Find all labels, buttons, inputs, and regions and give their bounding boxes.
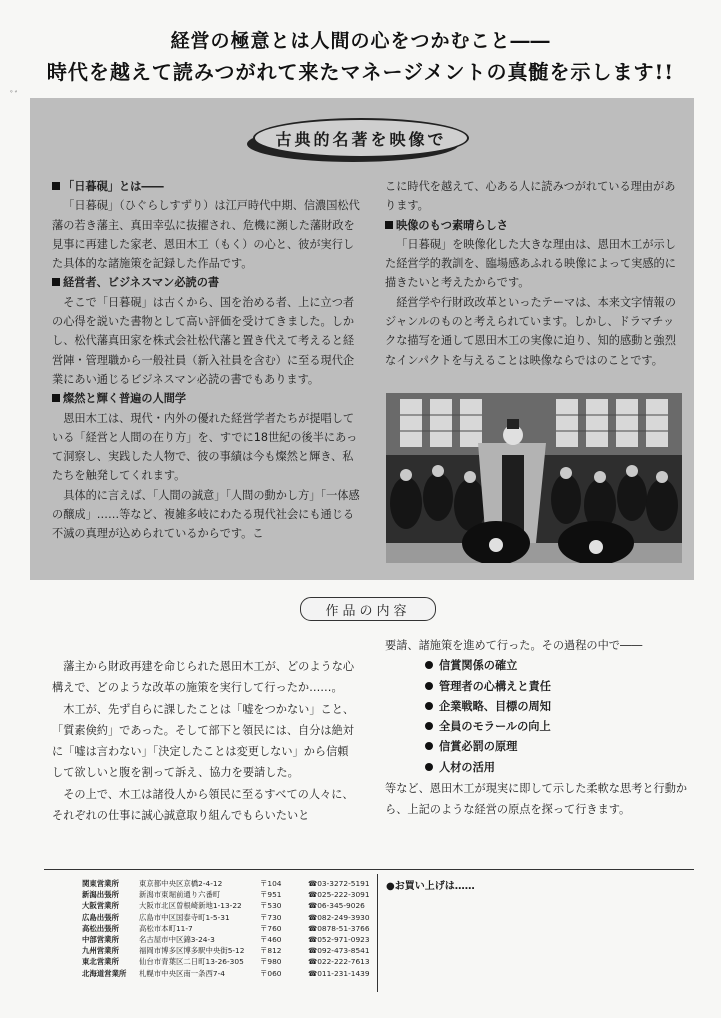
paragraph: 藩主から財政再建を命じられた恩田木工が、どのような心構えで、どのような改革の施策を実行して行ったか……。	[52, 660, 355, 695]
dot-bullet-icon	[425, 702, 433, 710]
decorative-mark: ﾟﾞ	[10, 91, 20, 101]
dot-bullet-icon	[425, 742, 433, 750]
paragraph: 「日暮硯」を映像化した大きな理由は、恩田木工が示した経営学的教訓を、臨場感あふれる映像によって実感的に描きたいと考えたからです。	[385, 237, 676, 290]
list-item: 人材の活用	[425, 758, 695, 778]
section-heading: 経営者、ビジネスマン必読の書	[52, 273, 364, 292]
dot-bullet-icon	[425, 722, 433, 730]
paragraph: その上で、木工は諸役人から領民に至るすべての人々に、それぞれの仕事に誠心誠意取り組んでもらいたいと	[52, 787, 354, 823]
square-bullet-icon	[52, 182, 60, 190]
square-bullet-icon	[52, 278, 60, 286]
paragraph: そこで「日暮硯」は古くから、国を治める者、上に立つ者の心得を説いた書物として高い評価を受けてきました。しかし、松代藩真田家を株式会社松代藩と置き代えて考えると経営陣・管理職から一般社員（新入社員を含む）に至る現代企業にあい通じるビジネスマン必読の書でもあります。	[52, 295, 355, 386]
film-still-photo	[386, 393, 682, 563]
office-row: 中部営業所 名古屋市中区錦3-24-3 〒460 ☎052-971-0923	[82, 935, 370, 945]
dot-bullet-icon	[425, 763, 433, 771]
square-bullet-icon	[385, 221, 393, 229]
classic-right-column	[385, 177, 677, 370]
purchase-label: ●お買い上げは……	[386, 881, 475, 892]
section-heading: 「日暮硯」とは――	[52, 177, 364, 196]
works-right-column	[385, 635, 695, 821]
paragraph: 具体的に言えば、「人間の誠意」「人間の動かし方」「一体感の醸成」……等など、複雑多岐にわたる現代社会にも通じる不滅の真理が込められているからです。こ	[52, 488, 360, 541]
principles-list	[385, 656, 695, 778]
footer-divider	[44, 869, 694, 870]
office-row: 北海道営業所 札幌市中央区南一条西7-4 〒060 ☎011-231-1439	[82, 968, 370, 978]
list-item: 信賞必罰の原理	[425, 737, 695, 757]
paragraph: 経営学や行財政改革といったテーマは、本来文字情報のジャンルのものと考えられています。しかし、ドラマチックな描写を通して恩田木工の実像に迫り、知的感動と強烈なインパクトを与えることは映像ならではのことです。	[385, 295, 676, 367]
headline-line-2: 時代を越えて読みつがれて来たマネージメントの真髄を示します!!	[46, 60, 675, 84]
section-heading: 燦然と輝く普遍の人間学	[52, 389, 364, 408]
office-row: 広島出張所 広島市中区国泰寺町1-5-31 〒730 ☎082-249-3930	[82, 912, 370, 922]
paragraph: 等など、恩田木工が現実に即して示した柔軟な思考と行動から、上記のような経営の原点を探って行きます。	[385, 782, 688, 817]
list-item: 信賞関係の確立	[425, 656, 695, 676]
classic-section-badge: 古典的名著を映像で	[253, 118, 469, 158]
paragraph-continuation: こに時代を越えて、心ある人に読みつがれている理由があります。	[385, 180, 676, 213]
office-row: 東北営業所 仙台市青葉区二日町13-26-305 〒980 ☎022-222-7613	[82, 957, 370, 967]
paragraph: 恩田木工は、現代・内外の優れた経営学者たちが提唱している「経営と人間の在り方」を、すでに18世紀の後半にあって洞察し、実践した人物で、彼の事績は今も燦然と輝き、私たちを触発してくれます。	[52, 411, 358, 483]
headline-line-1: 経営の極意とは人間の心をつかむこと――	[170, 30, 551, 52]
works-left-column	[52, 656, 358, 826]
paragraph: 木工が、先ず自らに課したことは「嘘をつかない」こと、「質素倹約」であった。そして部下と領民には、自分は絶対に「嘘は言わない」「決定したことは変更しない」から信頼して欲しいと腹を割って訴え、協力を要請した。	[52, 702, 355, 780]
office-row: 九州営業所 福岡市博多区博多駅中央街5-12 〒812 ☎092-473-8541	[82, 946, 370, 956]
dot-bullet-icon	[425, 661, 433, 669]
office-row: 新潟出張所 新潟市東堀前通り六番町 〒951 ☎025-222-3091	[82, 890, 370, 900]
classic-left-column	[52, 177, 364, 544]
office-row: 大阪営業所 大阪市北区曽根崎新地1-13-22 〒530 ☎06-345-9026	[82, 901, 365, 911]
section-heading: 映像のもつ素晴らしさ	[385, 216, 677, 235]
square-bullet-icon	[52, 394, 60, 402]
works-section-badge: 作品の内容	[300, 597, 436, 621]
list-item: 全員のモラールの向上	[425, 717, 695, 737]
list-item: 管理者の心構えと責任	[425, 677, 695, 697]
office-row: 関東営業所 東京都中央区京橋2-4-12 〒104 ☎03-3272-5191	[82, 879, 370, 888]
paragraph-continuation: 要請、諸施策を進めて行った。その過程の中で――	[385, 639, 643, 652]
list-item: 企業戦略、目標の周知	[425, 697, 695, 717]
office-list	[82, 878, 378, 979]
samurai-scene-illustration	[386, 393, 682, 563]
office-row: 高松出張所 高松市本町11-7 〒760 ☎0878-51-3766	[82, 923, 370, 933]
dot-bullet-icon	[425, 682, 433, 690]
paragraph: 「日暮硯」（ひぐらしすずり）は江戸時代中期、信濃国松代藩の若き藩主、真田幸弘に抜擢され、危機に瀕した藩財政を見事に再建した家老、恩田木工（もく）の心と、彼が実行した具体的な諸施策を記録した作品です。	[52, 199, 360, 271]
